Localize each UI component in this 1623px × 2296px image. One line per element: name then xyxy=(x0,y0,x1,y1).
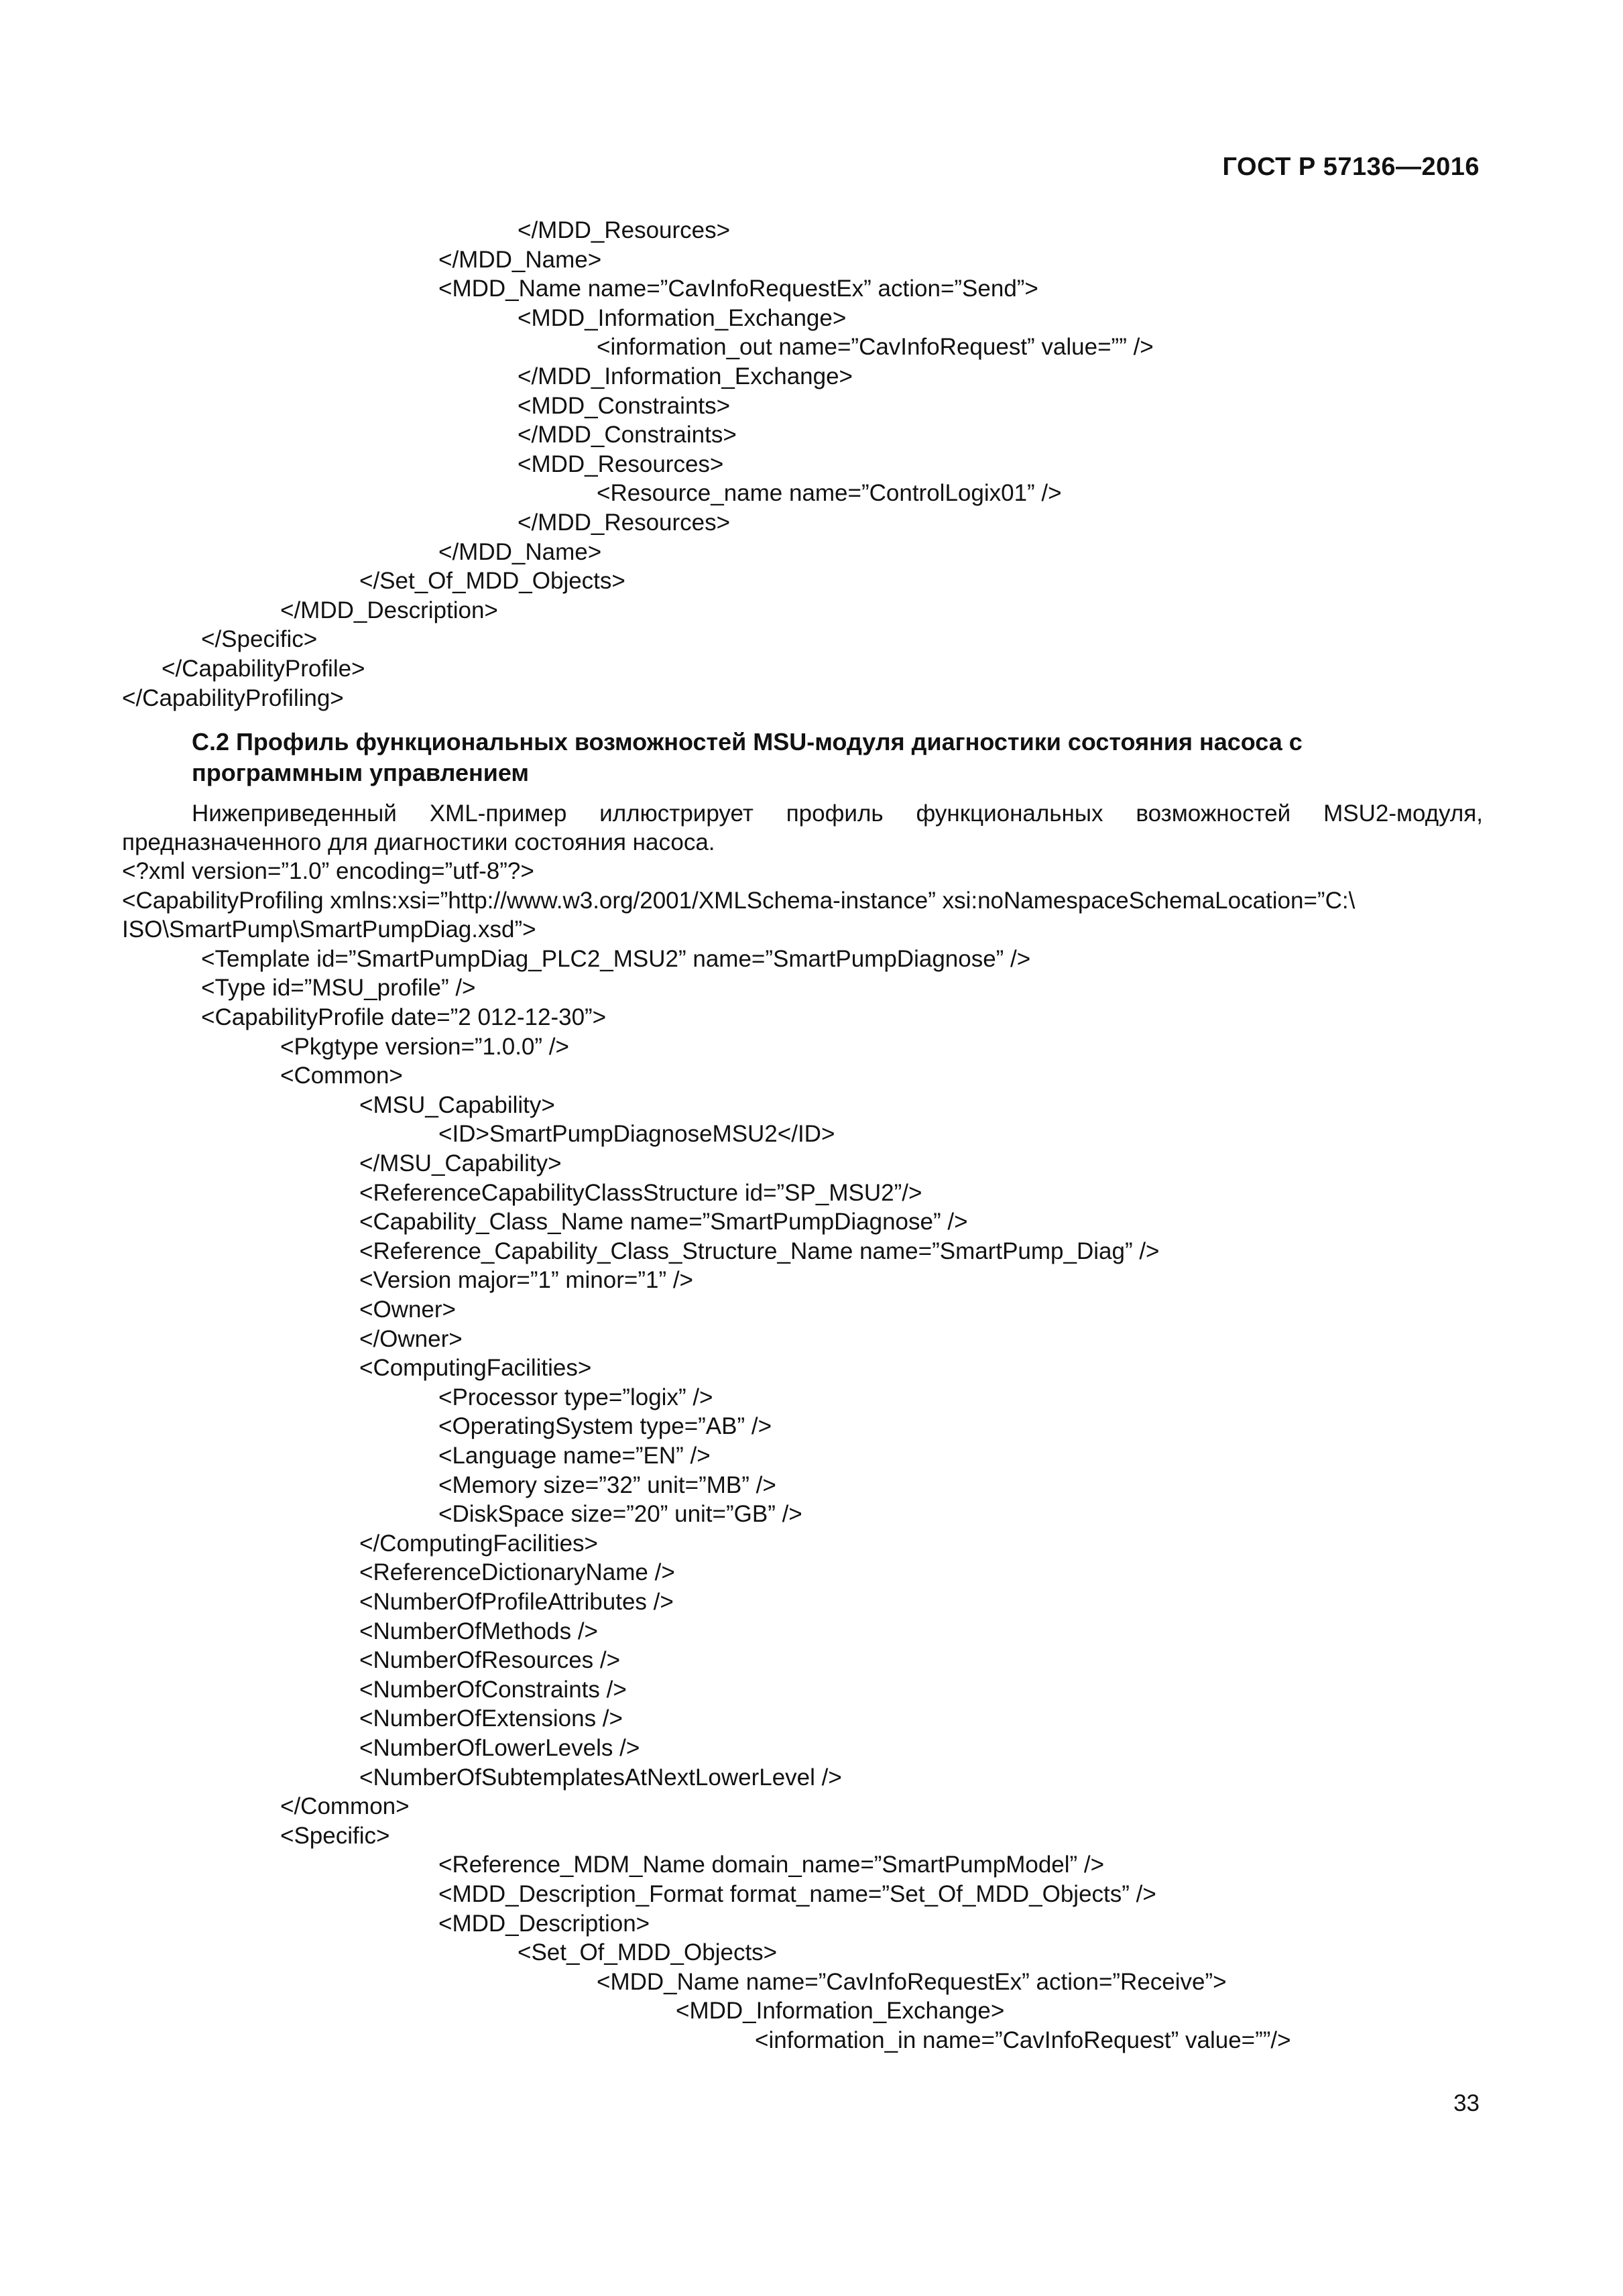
code-line: <MDD_Information_Exchange> xyxy=(676,1998,1005,2025)
code-line: </Owner> xyxy=(359,1325,463,1352)
code-line: <Type id=”MSU_profile” /> xyxy=(201,975,476,1002)
code-line: </MDD_Constraints> xyxy=(518,422,737,448)
code-line: <Capability_Class_Name name=”SmartPumpDiagnose” /> xyxy=(359,1209,968,1235)
code-line: </Set_Of_MDD_Objects> xyxy=(359,568,625,595)
standard-header: ГОСТ Р 57136—2016 xyxy=(1222,153,1480,181)
code-line: </Common> xyxy=(280,1793,410,1820)
section-paragraph: Нижеприведенный XML-пример иллюстрирует профиль функциональных возможностей MSU2-модуля, предназначенного для диагностики состояния насоса. xyxy=(122,800,1483,855)
code-line: <NumberOfMethods /> xyxy=(359,1618,598,1644)
code-line: <NumberOfExtensions /> xyxy=(359,1705,623,1732)
section-heading xyxy=(192,727,1465,788)
code-line: <MDD_Description_Format format_name=”Set_Of_MDD_Objects” /> xyxy=(438,1881,1156,1907)
code-line: <Language name=”EN” /> xyxy=(438,1443,711,1469)
code-line: <CapabilityProfiling xmlns:xsi=”http://www.w3.org/2001/XMLSchema-instance” xsi:noNamespaceSchemaLocation=”C:\ xyxy=(122,887,1356,914)
code-line: </MDD_Resources> xyxy=(518,217,731,243)
code-line: <MDD_Name name=”CavInfoRequestEx” action=”Send”> xyxy=(438,276,1038,302)
code-line: <NumberOfSubtemplatesAtNextLowerLevel /> xyxy=(359,1764,842,1791)
code-line: <NumberOfLowerLevels /> xyxy=(359,1735,640,1761)
code-line: <Common> xyxy=(280,1063,403,1089)
code-line: <MDD_Constraints> xyxy=(518,392,731,419)
code-line: <NumberOfProfileAttributes /> xyxy=(359,1589,674,1615)
code-line: </Specific> xyxy=(201,626,318,653)
code-line: <DiskSpace size=”20” unit=”GB” /> xyxy=(438,1501,802,1528)
code-line: <Owner> xyxy=(359,1296,456,1323)
code-line: <MDD_Resources> xyxy=(518,450,724,477)
code-line: </CapabilityProfile> xyxy=(162,656,365,682)
code-line: <ID>SmartPumpDiagnoseMSU2</ID> xyxy=(438,1121,835,1148)
code-line: <CapabilityProfile date=”2 012-12-30”> xyxy=(201,1004,607,1030)
section-heading-line-1: С.2 Профиль функциональных возможностей MSU-модуля диагностики состояния насоса с xyxy=(192,728,1303,756)
code-line: <NumberOfResources /> xyxy=(359,1647,621,1674)
code-line: <Memory size=”32” unit=”MB” /> xyxy=(438,1471,776,1498)
code-line: <Set_Of_MDD_Objects> xyxy=(518,1939,778,1966)
code-line: <information_in name=”CavInfoRequest” value=””/> xyxy=(755,2027,1291,2053)
code-line: <MSU_Capability> xyxy=(359,1091,555,1118)
code-line: <ReferenceDictionaryName /> xyxy=(359,1559,675,1586)
code-line: <MDD_Name name=”CavInfoRequestEx” action=”Receive”> xyxy=(597,1968,1227,1995)
code-line: </CapabilityProfiling> xyxy=(122,684,344,711)
code-line: <NumberOfConstraints /> xyxy=(359,1676,627,1703)
code-line: <ComputingFacilities> xyxy=(359,1355,592,1382)
code-line: <?xml version=”1.0” encoding=”utf-8”?> xyxy=(122,858,534,884)
code-line: ISO\SmartPump\SmartPumpDiag.xsd”> xyxy=(122,916,536,943)
code-line: </MDD_Information_Exchange> xyxy=(518,363,853,389)
page-number: 33 xyxy=(1453,2090,1480,2116)
code-line: </MSU_Capability> xyxy=(359,1150,562,1176)
code-line: </ComputingFacilities> xyxy=(359,1530,598,1557)
code-line: <Version major=”1” minor=”1” /> xyxy=(359,1267,693,1294)
code-line: <MDD_Description> xyxy=(438,1910,650,1937)
code-line: <Template id=”SmartPumpDiag_PLC2_MSU2” name=”SmartPumpDiagnose” /> xyxy=(201,945,1031,972)
section-heading-line-2: программным управлением xyxy=(192,759,530,786)
code-line: </MDD_Description> xyxy=(280,597,498,623)
code-line: <ReferenceCapabilityClassStructure id=”SP_MSU2”/> xyxy=(359,1179,922,1206)
code-line: <Pkgtype version=”1.0.0” /> xyxy=(280,1033,569,1060)
code-line: </MDD_Name> xyxy=(438,538,602,565)
code-line: <Specific> xyxy=(280,1822,390,1849)
code-line: <Resource_name name=”ControlLogix01” /> xyxy=(597,480,1062,507)
code-line: <Processor type=”logix” /> xyxy=(438,1384,713,1410)
code-line: </MDD_Name> xyxy=(438,246,602,273)
code-line: </MDD_Resources> xyxy=(518,509,731,536)
code-line: <information_out name=”CavInfoRequest” value=”” /> xyxy=(597,334,1154,361)
code-line: <OperatingSystem type=”AB” /> xyxy=(438,1413,772,1440)
code-line: <Reference_Capability_Class_Structure_Name name=”SmartPump_Diag” /> xyxy=(359,1237,1160,1264)
code-line: <Reference_MDM_Name domain_name=”SmartPumpModel” /> xyxy=(438,1852,1105,1878)
code-line: <MDD_Information_Exchange> xyxy=(518,304,847,331)
